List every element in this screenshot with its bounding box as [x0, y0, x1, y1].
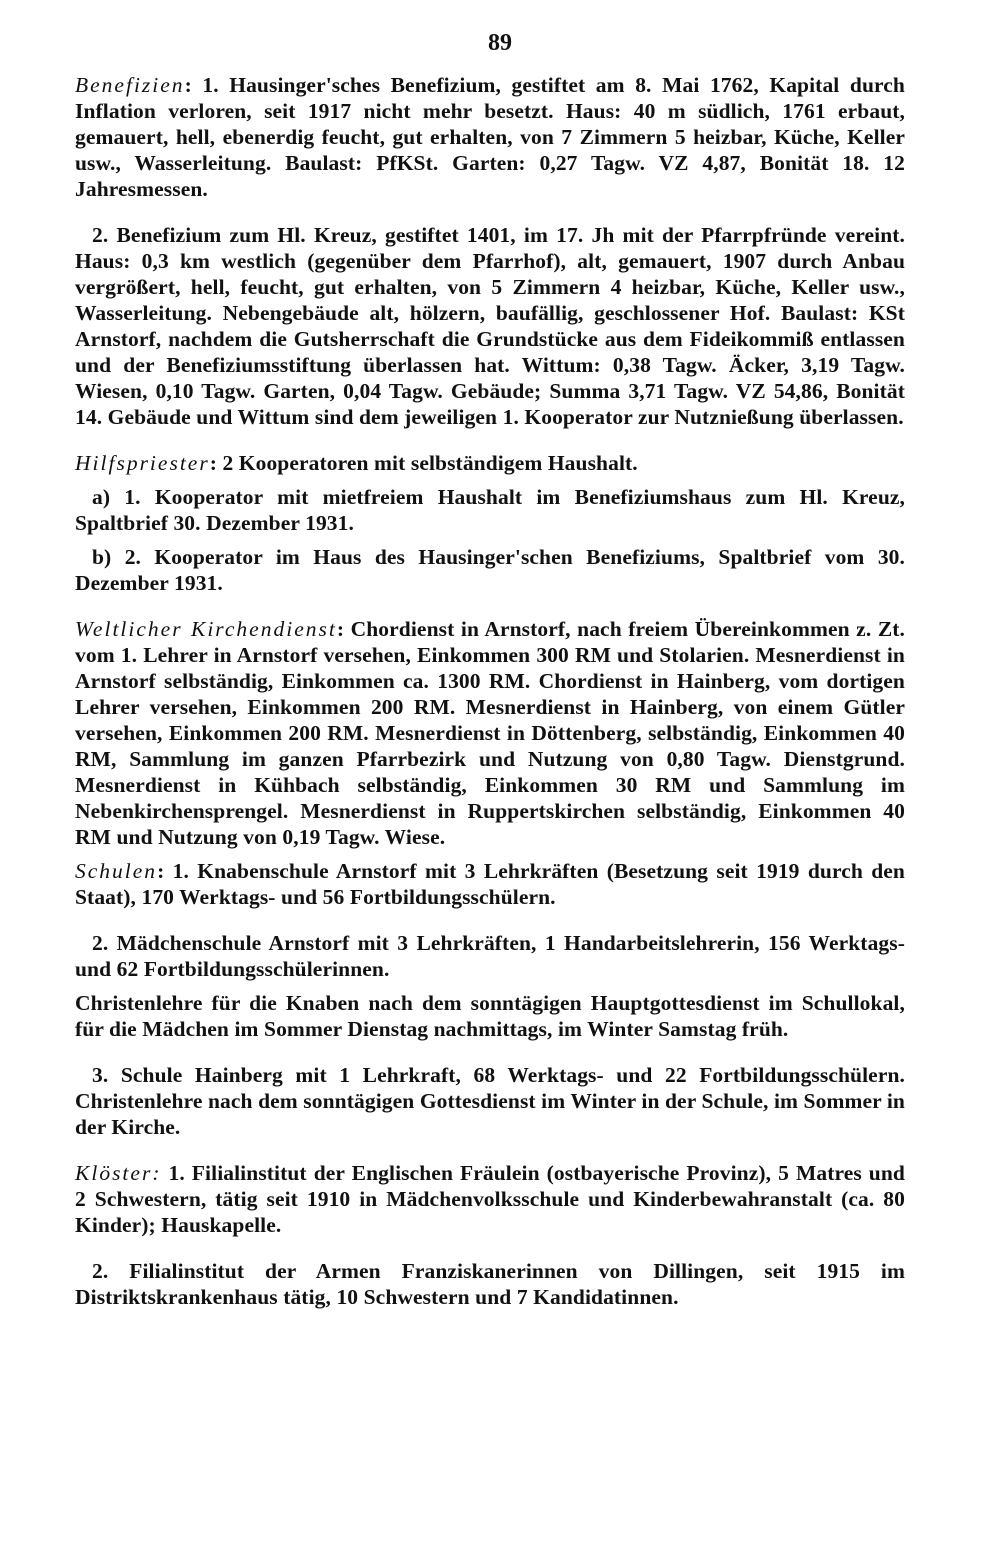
page-number: 89 — [488, 30, 512, 56]
schulen-paragraph-1: Schulen: 1. Knabenschule Arnstorf mit 3 Lehrkräften (Besetzung seit 1919 durch den Staat), 170 Werktags- und 56 Fortbildungsschülern. — [75, 859, 905, 909]
kirchendienst-label: Weltlicher Kirchendienst — [75, 617, 337, 641]
kloester-text-1: 1. Filialinstitut der Englischen Fräulein (ostbayerische Provinz), 5 Matres und 2 Schwestern, tätig seit 1910 in Mädchenvolksschule und Kinderbewahranstalt (ca. 80 Kinder); Hauskapelle. — [75, 1161, 905, 1237]
schulen-label: Schulen — [75, 859, 158, 883]
hilfspriester-label: Hilfspriester — [75, 451, 210, 475]
schulen-paragraph-2: 2. Mädchenschule Arnstorf mit 3 Lehrkräften, 1 Handarbeitslehrerin, 156 Werktags- und 62 Fortbildungsschülerinnen. — [75, 931, 905, 981]
kloester-paragraph-1 — [75, 1160, 905, 1238]
kloester-label: Klöster: — [75, 1161, 162, 1185]
hilfspriester-item-b: b) 2. Kooperator im Haus des Hausinger'schen Benefiziums, Spaltbrief vom 30. Dezember 1931. — [75, 545, 905, 595]
benefizien-paragraph-1: Benefizien: 1. Hausinger'sches Benefizium, gestiftet am 8. Mai 1762, Kapital durch Inflation verloren, seit 1917 nicht mehr besetzt. Haus: 40 m südlich, 1761 erbaut, gemauert, hell, ebenerdig feucht, gut erhalten, von 7 Zimmern 5 heizbar, Küche, Keller usw., Wasserleitung. Baulast: PfKSt. Garten: 0,27 Tagw. VZ 4,87, Bonität 18. 12 Jahresmessen. — [75, 73, 905, 201]
kloester-paragraph-2: 2. Filialinstitut der Armen Franziskanerinnen von Dillingen, seit 1915 im Distriktskrankenhaus tätig, 10 Schwestern und 7 Kandidatinnen. — [75, 1259, 905, 1309]
kirchendienst-text: Chordienst in Arnstorf, nach freiem Übereinkommen z. Zt. vom 1. Lehrer in Arnstorf versehen, Einkommen 300 RM und Stolarien. Mesnerdienst in Arnstorf selbständig, Einkommen ca. 1300 RM. Chordienst in Hainberg, vom dortigen Lehrer versehen, Einkommen 200 RM. Mesnerdienst in Hainberg, von einem Gütler versehen, Einkommen 200 RM. Mesnerdienst in Döttenberg, selbständig, Einkommen 40 RM, Sammlung im ganzen Pfarrbezirk und Nutzung von 0,80 Tagw. Dienstgrund. Mesnerdienst in Kühbach selbständig, Einkommen 30 RM und Sammlung im Nebenkirchensprengel. Mesnerdienst in Ruppertskirchen selbständig, Einkommen 40 RM und Nutzung von 0,19 Tagw. Wiese. — [75, 617, 905, 849]
hilfspriester-item-a: a) 1. Kooperator mit mietfreiem Haushalt im Benefiziumshaus zum Hl. Kreuz, Spaltbrief 30. Dezember 1931. — [75, 485, 905, 535]
schulen-paragraph-3: 3. Schule Hainberg mit 1 Lehrkraft, 68 Werktags- und 22 Fortbildungsschülern. Christenlehre nach dem sonntägigen Gottesdienst im Winter in der Schule, im Sommer in der Kirche. — [75, 1063, 905, 1139]
kirchendienst-paragraph: Weltlicher Kirchendienst: Chordienst in Arnstorf, nach freiem Übereinkommen z. Zt. vom 1. Lehrer in Arnstorf versehen, Einkommen 300 RM und Stolarien. Mesnerdienst in Arnstorf selbständig, Einkommen ca. 1300 RM. Chordienst in Hainberg, vom dortigen Lehrer versehen, Einkommen 200 RM. Mesnerdienst in Hainberg, von einem Gütler versehen, Einkommen 200 RM. Mesnerdienst in Döttenberg, selbständig, Einkommen 40 RM, Sammlung im ganzen Pfarrbezirk und Nutzung von 0,80 Tagw. Dienstgrund. Mesnerdienst in Kühbach selbständig, Einkommen 30 RM und Sammlung im Nebenkirchensprengel. Mesnerdienst in Ruppertskirchen selbständig, Einkommen 40 RM und Nutzung von 0,19 Tagw. Wiese. — [75, 617, 905, 849]
schulen-christenlehre: Christenlehre für die Knaben nach dem sonntägigen Hauptgottesdienst im Schullokal, für die Mädchen im Sommer Dienstag nachmittags, im Winter Samstag früh. — [75, 991, 905, 1041]
hilfspriester-paragraph: Hilfspriester: 2 Kooperatoren mit selbständigem Haushalt. — [75, 451, 638, 475]
schulen-text-1: 1. Knabenschule Arnstorf mit 3 Lehrkräften (Besetzung seit 1919 durch den Staat), 170 Werktags- und 56 Fortbildungsschülern. — [75, 859, 905, 909]
benefizien-paragraph-2: 2. Benefizium zum Hl. Kreuz, gestiftet 1401, im 17. Jh mit der Pfarrpfründe vereint. Haus: 0,3 km westlich (gegenüber dem Pfarrhof), alt, gemauert, 1907 durch Anbau vergrößert, hell, feucht, gut erhalten, von 5 Zimmern 4 heizbar, Küche, Keller usw., Wasserleitung. Nebengebäude alt, hölzern, baufällig, geschlossener Hof. Baulast: KSt Arnstorf, nachdem die Gutsherrschaft die Grundstücke aus dem Fideikommiß entlassen und der Benefiziumsstiftung überlassen hat. Wittum: 0,38 Tagw. Äcker, 3,19 Tagw. Wiesen, 0,10 Tagw. Garten, 0,04 Tagw. Gebäude; Summa 3,71 Tagw. VZ 54,86, Bonität 14. Gebäude und Wittum sind dem jeweiligen 1. Kooperator zur Nutznießung überlassen. — [75, 223, 905, 429]
benefizien-label: Benefizien — [75, 73, 185, 97]
benefizien-text-1: 1. Hausinger'sches Benefizium, gestiftet am 8. Mai 1762, Kapital durch Inflation verloren, seit 1917 nicht mehr besetzt. Haus: 40 m südlich, 1761 erbaut, gemauert, hell, ebenerdig feucht, gut erhalten, von 7 Zimmern 5 heizbar, Küche, Keller usw., Wasserleitung. Baulast: PfKSt. Garten: 0,27 Tagw. VZ 4,87, Bonität 18. 12 Jahresmessen. — [75, 73, 905, 201]
hilfspriester-intro: 2 Kooperatoren mit selbständigem Haushalt. — [222, 451, 638, 475]
page-body — [75, 72, 905, 1310]
